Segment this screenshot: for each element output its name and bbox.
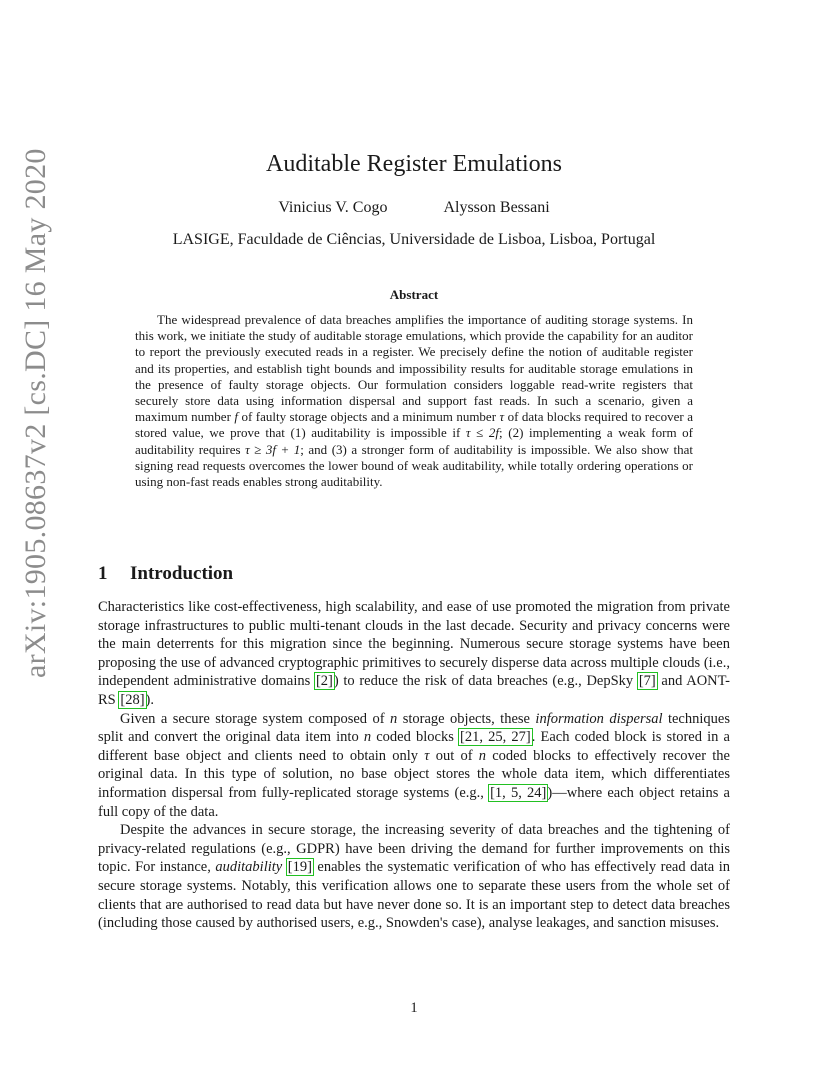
abstract-text: ; (2) implementing a weak form of auditability requires (135, 425, 693, 457)
math-variable: τ (499, 409, 505, 425)
text-run: coded blocks to effectively recover the original data. In this type of solution, no base object stores the whole data item, which differentiates information dispersal from fully-replicated storage systems (e.g., (98, 747, 730, 801)
emphasis: auditability (215, 859, 283, 876)
text-run: enables the systematic verification of who has effectively read data in secure storage systems. Notably, this verification allows one to separate these users from the whole set of clients that are authorised to read data but have never done so. It is an important step to detect data breaches (including those caused by authorised users, e.g., Snowden's case), analyse leakages, and sanction misuses. (98, 859, 731, 932)
abstract-text: of faulty storage objects and a minimum number (237, 409, 500, 425)
paper-title: Auditable Register Emulations (266, 151, 562, 177)
author-name: Alysson Bessani (443, 199, 550, 216)
text-run: . Each coded block is stored in a different base object and clients need to obtain only (98, 729, 730, 764)
paragraph (98, 598, 730, 710)
text-run: out of (429, 747, 479, 764)
citation-link[interactable]: [28] (120, 691, 145, 708)
text-run: Despite the advances in secure storage, the increasing severity of data breaches and the tightening of privacy-related regulations (e.g., GDPR) have been driving the demand for further improvements on this topic. For instance, (98, 822, 730, 876)
text-run: )—where each object retains a full copy of the data. (98, 784, 730, 820)
abstract-body (135, 312, 693, 490)
paragraph (98, 710, 730, 822)
section-title: Introduction (130, 563, 234, 584)
authors (0, 198, 828, 218)
math-condition: τ ≤ 2f (465, 425, 500, 441)
text-run: and AONT-RS (98, 673, 731, 708)
text-run: Characteristics like cost-effectiveness, high scalability, and ease of use promoted the migration from private storage infrastructures to public multi-tenant clouds in the last decade. Security and privacy concerns were the main deterrents for this migration since the beginning. Numerous secure storage systems have been proposing the use of advanced cryptographic primitives to securely disperse data across multiple clouds (i.e., independent administrative domains (98, 599, 730, 690)
abstract-text: The widespread prevalence of data breaches amplifies the importance of auditing storage systems. In this work, we initiate the study of auditable storage emulations, which provide the capability for an auditor to report the previously executed reads in a register. We precisely define the notion of auditable register and its properties, and establish tight bounds and impossibility results for auditable storage emulations in the presence of faulty storage objects. Our formulation considers loggable read-write registers that securely store data using information dispersal and support fast reads. In such a scenario, given a maximum number (135, 312, 693, 425)
text-run: techniques split and convert the original data item into (98, 710, 730, 746)
text-run: ) to reduce the risk of data breaches (e.g., DepSky (333, 673, 638, 690)
math-condition: τ ≥ 3f + 1 (245, 441, 301, 457)
citation-link[interactable]: [7] (638, 673, 656, 690)
abstract-text: of data blocks required to recover a stored value, we prove that (1) auditability is impossible if (135, 409, 693, 441)
affiliation: LASIGE, Faculdade de Ciências, Universidade de Lisboa, Lisboa, Portugal (172, 231, 656, 248)
text-run: ). (145, 691, 155, 708)
math-variable: n (363, 729, 372, 746)
paragraph (98, 821, 730, 933)
text-run: storage objects, these (397, 710, 536, 727)
citation-link[interactable]: [21, 25, 27] (460, 729, 531, 746)
citation-link[interactable]: [19] (287, 859, 312, 876)
math-variable: f (234, 409, 238, 425)
citation-link[interactable]: [1, 5, 24] (490, 784, 547, 801)
math-variable: τ (424, 747, 430, 764)
math-variable: n (478, 747, 487, 764)
abstract-heading: Abstract (389, 287, 439, 302)
abstract-text: ; and (3) a stronger form of auditability is impossible. We also show that signing read requests overcomes the lower bound of weak auditability, while totally ordering operations or using non-fast reads enables strong auditability. (135, 441, 693, 490)
citation-link[interactable]: [2] (315, 673, 333, 690)
author-name: Vinicius V. Cogo (278, 199, 388, 216)
emphasis: information dispersal (535, 710, 663, 727)
arxiv-identifier-stamp: arXiv:1905.08637v2 [cs.DC] 16 May 2020 (19, 148, 52, 678)
body-text (98, 598, 730, 933)
text-run: Given a secure storage system composed of (120, 710, 391, 727)
section-number: 1 (98, 563, 108, 584)
text-run: coded blocks (371, 729, 460, 746)
math-variable: n (390, 710, 398, 727)
section-heading (98, 561, 233, 587)
page-number: 1 (410, 1000, 418, 1016)
